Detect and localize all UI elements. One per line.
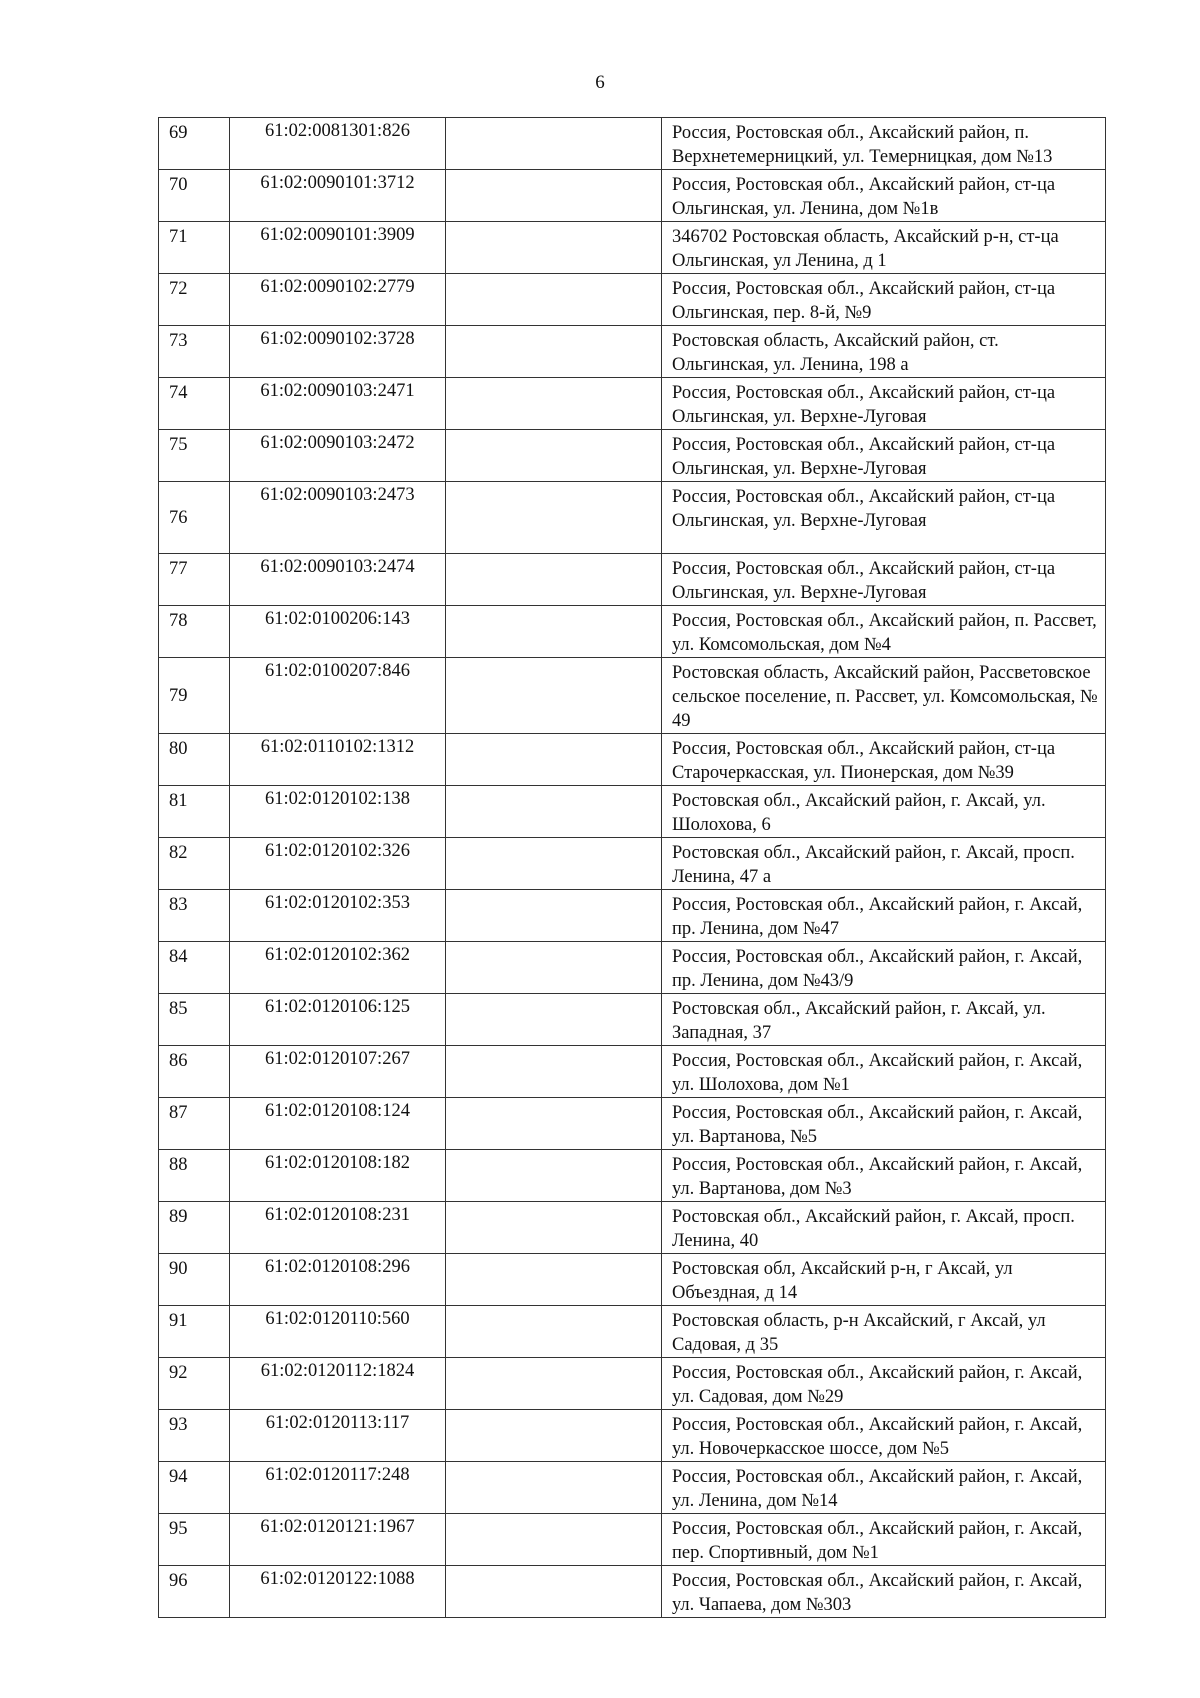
address: Россия, Ростовская обл., Аксайский район, ст-ца Ольгинская, ул. Верхне-Луговая bbox=[672, 487, 1056, 531]
address-cell bbox=[662, 994, 1106, 1046]
address: Россия, Ростовская обл., Аксайский район, п. Рассвет, ул. Комсомольская, дом №4 bbox=[672, 611, 1097, 655]
row-number-cell bbox=[159, 1514, 230, 1566]
row-number: 79 bbox=[169, 685, 188, 706]
address: Россия, Ростовская обл., Аксайский район, г. Аксай, ул. Ленина, дом №14 bbox=[672, 1467, 1083, 1511]
row-number-cell bbox=[159, 838, 230, 890]
empty-cell bbox=[446, 430, 662, 482]
cadastral-number-cell bbox=[230, 838, 446, 890]
cadastral-number-cell bbox=[230, 1514, 446, 1566]
row-number: 86 bbox=[169, 1051, 188, 1071]
row-number: 74 bbox=[169, 383, 188, 403]
table-row bbox=[159, 1098, 1106, 1150]
row-number-cell bbox=[159, 994, 230, 1046]
address-cell bbox=[662, 326, 1106, 378]
row-number: 88 bbox=[169, 1155, 188, 1175]
address-cell bbox=[662, 1046, 1106, 1098]
row-number-cell bbox=[159, 554, 230, 606]
empty-cell bbox=[446, 994, 662, 1046]
table-row bbox=[159, 170, 1106, 222]
table-row bbox=[159, 734, 1106, 786]
row-number-cell bbox=[159, 1358, 230, 1410]
cadastral-number: 61:02:0120112:1824 bbox=[260, 1361, 415, 1381]
table-row bbox=[159, 606, 1106, 658]
row-number-cell bbox=[159, 786, 230, 838]
cadastral-number-cell bbox=[230, 942, 446, 994]
empty-cell bbox=[446, 1462, 662, 1514]
row-number-cell bbox=[159, 1306, 230, 1358]
empty-cell bbox=[446, 1358, 662, 1410]
cadastral-number-cell bbox=[230, 222, 446, 274]
address: Россия, Ростовская обл., Аксайский район, г. Аксай, пр. Ленина, дом №43/9 bbox=[672, 947, 1083, 991]
table-row bbox=[159, 1306, 1106, 1358]
empty-cell bbox=[446, 274, 662, 326]
table-row bbox=[159, 1410, 1106, 1462]
cadastral-number-cell bbox=[230, 1254, 446, 1306]
empty-cell bbox=[446, 1306, 662, 1358]
address-cell bbox=[662, 170, 1106, 222]
table-row bbox=[159, 786, 1106, 838]
address-cell bbox=[662, 838, 1106, 890]
address-cell bbox=[662, 430, 1106, 482]
address-cell bbox=[662, 274, 1106, 326]
table-row bbox=[159, 1358, 1106, 1410]
table-row bbox=[159, 482, 1106, 554]
page-number: 6 bbox=[595, 72, 605, 93]
address-cell bbox=[662, 1410, 1106, 1462]
address: Россия, Ростовская обл., Аксайский район, ст-ца Ольгинская, пер. 8-й, №9 bbox=[672, 279, 1056, 323]
empty-cell bbox=[446, 326, 662, 378]
cadastral-number: 61:02:0090103:2473 bbox=[260, 485, 415, 505]
row-number: 93 bbox=[169, 1415, 188, 1435]
address-cell bbox=[662, 1098, 1106, 1150]
row-number-cell bbox=[159, 378, 230, 430]
cadastral-number: 61:02:0090101:3909 bbox=[260, 225, 415, 245]
cadastral-number-cell bbox=[230, 658, 446, 734]
row-number-cell bbox=[159, 222, 230, 274]
row-number-cell bbox=[159, 1098, 230, 1150]
row-number: 78 bbox=[169, 611, 188, 631]
row-number: 73 bbox=[169, 331, 188, 351]
empty-cell bbox=[446, 942, 662, 994]
table-row bbox=[159, 1462, 1106, 1514]
address: Ростовская область, Аксайский район, Рассветовское сельское поселение, п. Рассвет, ул. Комсомольская, № 49 bbox=[672, 663, 1098, 731]
address-cell bbox=[662, 890, 1106, 942]
row-number: 84 bbox=[169, 947, 188, 967]
row-number-cell bbox=[159, 1202, 230, 1254]
address: Россия, Ростовская обл., Аксайский район, ст-ца Ольгинская, ул. Верхне-Луговая bbox=[672, 435, 1056, 479]
cadastral-number: 61:02:0090103:2471 bbox=[260, 381, 415, 401]
cadastral-number-cell bbox=[230, 606, 446, 658]
table-row bbox=[159, 1202, 1106, 1254]
address: Ростовская область, Аксайский район, ст. Ольгинская, ул. Ленина, 198 а bbox=[672, 331, 999, 375]
address: Ростовская обл., Аксайский район, г. Аксай, просп. Ленина, 47 а bbox=[672, 843, 1075, 887]
address: Россия, Ростовская обл., Аксайский район, ст-ца Старочеркасская, ул. Пионерская, дом №39 bbox=[672, 739, 1056, 783]
address-cell bbox=[662, 378, 1106, 430]
row-number: 85 bbox=[169, 999, 188, 1019]
row-number: 70 bbox=[169, 175, 188, 195]
empty-cell bbox=[446, 1514, 662, 1566]
table-row bbox=[159, 942, 1106, 994]
cadastral-number: 61:02:0100207:846 bbox=[265, 661, 410, 681]
cadastral-number-cell bbox=[230, 1046, 446, 1098]
cadastral-number: 61:02:0120102:353 bbox=[265, 893, 410, 913]
address-cell bbox=[662, 1306, 1106, 1358]
row-number-cell bbox=[159, 1150, 230, 1202]
empty-cell bbox=[446, 734, 662, 786]
address-cell bbox=[662, 734, 1106, 786]
empty-cell bbox=[446, 890, 662, 942]
address: Россия, Ростовская обл., Аксайский район, г. Аксай, пр. Ленина, дом №47 bbox=[672, 895, 1083, 939]
address-cell bbox=[662, 1150, 1106, 1202]
row-number: 82 bbox=[169, 843, 188, 863]
address: Ростовская обл., Аксайский район, г. Аксай, ул. Западная, 37 bbox=[672, 999, 1046, 1043]
cadastral-number: 61:02:0120110:560 bbox=[265, 1309, 410, 1329]
empty-cell bbox=[446, 1254, 662, 1306]
row-number-cell bbox=[159, 1410, 230, 1462]
address: Россия, Ростовская обл., Аксайский район, г. Аксай, ул. Вартанова, №5 bbox=[672, 1103, 1083, 1147]
row-number: 83 bbox=[169, 895, 188, 915]
address: Россия, Ростовская обл., Аксайский район, п. Верхнетемерницкий, ул. Темерницкая, дом №13 bbox=[672, 123, 1053, 167]
cadastral-number-cell bbox=[230, 430, 446, 482]
cadastral-number: 61:02:0120107:267 bbox=[265, 1049, 410, 1069]
empty-cell bbox=[446, 170, 662, 222]
cadastral-number-cell bbox=[230, 1566, 446, 1618]
cadastral-number: 61:02:0110102:1312 bbox=[260, 737, 415, 757]
row-number-cell bbox=[159, 430, 230, 482]
row-number: 71 bbox=[169, 227, 188, 247]
address-cell bbox=[662, 786, 1106, 838]
empty-cell bbox=[446, 658, 662, 734]
address-cell bbox=[662, 1358, 1106, 1410]
address-cell bbox=[662, 1202, 1106, 1254]
table-row bbox=[159, 326, 1106, 378]
empty-cell bbox=[446, 1566, 662, 1618]
table-row bbox=[159, 1150, 1106, 1202]
empty-cell bbox=[446, 786, 662, 838]
address: Ростовская обл., Аксайский район, г. Аксай, ул. Шолохова, 6 bbox=[672, 791, 1046, 835]
address: Россия, Ростовская обл., Аксайский район, ст-ца Ольгинская, ул. Верхне-Луговая bbox=[672, 559, 1056, 603]
cadastral-number: 61:02:0120106:125 bbox=[265, 997, 410, 1017]
row-number-cell bbox=[159, 606, 230, 658]
row-number: 94 bbox=[169, 1467, 188, 1487]
cadastral-number-cell bbox=[230, 1150, 446, 1202]
row-number-cell bbox=[159, 274, 230, 326]
empty-cell bbox=[446, 1150, 662, 1202]
cadastral-number-cell bbox=[230, 554, 446, 606]
row-number-cell bbox=[159, 1566, 230, 1618]
cadastral-number-cell bbox=[230, 378, 446, 430]
empty-cell bbox=[446, 838, 662, 890]
row-number: 75 bbox=[169, 435, 188, 455]
table-row bbox=[159, 1566, 1106, 1618]
cadastral-number: 61:02:0120113:117 bbox=[265, 1413, 410, 1433]
row-number: 90 bbox=[169, 1259, 188, 1279]
table-row bbox=[159, 430, 1106, 482]
empty-cell bbox=[446, 606, 662, 658]
address: 346702 Ростовская область, Аксайский р-н, ст-ца Ольгинская, ул Ленина, д 1 bbox=[672, 227, 1059, 271]
cadastral-number: 61:02:0120121:1967 bbox=[260, 1517, 415, 1537]
cadastral-number: 61:02:0120108:296 bbox=[265, 1257, 410, 1277]
row-number: 87 bbox=[169, 1103, 188, 1123]
address: Россия, Ростовская обл., Аксайский район, г. Аксай, пер. Спортивный, дом №1 bbox=[672, 1519, 1083, 1563]
table-row bbox=[159, 222, 1106, 274]
empty-cell bbox=[446, 222, 662, 274]
empty-cell bbox=[446, 482, 662, 554]
empty-cell bbox=[446, 1098, 662, 1150]
cadastral-number: 61:02:0120108:182 bbox=[265, 1153, 410, 1173]
address: Россия, Ростовская обл., Аксайский район, г. Аксай, ул. Садовая, дом №29 bbox=[672, 1363, 1083, 1407]
row-number-cell bbox=[159, 734, 230, 786]
empty-cell bbox=[446, 1046, 662, 1098]
table-row bbox=[159, 994, 1106, 1046]
row-number: 89 bbox=[169, 1207, 188, 1227]
cadastral-number-cell bbox=[230, 274, 446, 326]
address: Ростовская область, р-н Аксайский, г Аксай, ул Садовая, д 35 bbox=[672, 1311, 1046, 1355]
cadastral-number: 61:02:0120102:362 bbox=[265, 945, 410, 965]
address: Россия, Ростовская обл., Аксайский район, г. Аксай, ул. Шолохова, дом №1 bbox=[672, 1051, 1083, 1095]
cadastral-number: 61:02:0100206:143 bbox=[265, 609, 410, 629]
row-number-cell bbox=[159, 326, 230, 378]
cadastral-number-cell bbox=[230, 734, 446, 786]
cadastral-number-cell bbox=[230, 118, 446, 170]
table-row bbox=[159, 658, 1106, 734]
cadastral-number: 61:02:0090103:2474 bbox=[260, 557, 415, 577]
address-cell bbox=[662, 554, 1106, 606]
property-table bbox=[158, 117, 1106, 1618]
address-cell bbox=[662, 1566, 1106, 1618]
cadastral-number: 61:02:0081301:826 bbox=[265, 121, 410, 141]
table-row bbox=[159, 554, 1106, 606]
address-cell bbox=[662, 942, 1106, 994]
address: Россия, Ростовская обл., Аксайский район, г. Аксай, ул. Чапаева, дом №303 bbox=[672, 1571, 1083, 1615]
cadastral-number: 61:02:0090102:2779 bbox=[260, 277, 415, 297]
row-number-cell bbox=[159, 1046, 230, 1098]
row-number-cell bbox=[159, 658, 230, 734]
cadastral-number: 61:02:0120102:138 bbox=[265, 789, 410, 809]
table-row bbox=[159, 274, 1106, 326]
address: Ростовская обл, Аксайский р-н, г Аксай, ул Объездная, д 14 bbox=[672, 1259, 1013, 1303]
table-row bbox=[159, 1046, 1106, 1098]
cadastral-number-cell bbox=[230, 170, 446, 222]
row-number: 69 bbox=[169, 123, 188, 143]
row-number: 72 bbox=[169, 279, 188, 299]
empty-cell bbox=[446, 1410, 662, 1462]
cadastral-number-cell bbox=[230, 890, 446, 942]
table-row bbox=[159, 118, 1106, 170]
cadastral-number: 61:02:0120108:124 bbox=[265, 1101, 410, 1121]
empty-cell bbox=[446, 378, 662, 430]
cadastral-number-cell bbox=[230, 994, 446, 1046]
row-number: 95 bbox=[169, 1519, 188, 1539]
cadastral-number: 61:02:0090101:3712 bbox=[260, 173, 415, 193]
cadastral-number-cell bbox=[230, 1306, 446, 1358]
table-row bbox=[159, 890, 1106, 942]
row-number: 77 bbox=[169, 559, 188, 579]
address-cell bbox=[662, 658, 1106, 734]
table-row bbox=[159, 378, 1106, 430]
address-cell bbox=[662, 118, 1106, 170]
cadastral-number-cell bbox=[230, 1202, 446, 1254]
row-number-cell bbox=[159, 482, 230, 554]
cadastral-number-cell bbox=[230, 786, 446, 838]
address: Россия, Ростовская обл., Аксайский район, ст-ца Ольгинская, ул. Ленина, дом №1в bbox=[672, 175, 1056, 219]
row-number-cell bbox=[159, 118, 230, 170]
cadastral-number-cell bbox=[230, 482, 446, 554]
cadastral-number-cell bbox=[230, 1410, 446, 1462]
row-number: 81 bbox=[169, 791, 188, 811]
row-number: 91 bbox=[169, 1311, 188, 1331]
cadastral-number: 61:02:0120108:231 bbox=[265, 1205, 410, 1225]
cadastral-number: 61:02:0120117:248 bbox=[265, 1465, 410, 1485]
empty-cell bbox=[446, 118, 662, 170]
address: Россия, Ростовская обл., Аксайский район, г. Аксай, ул. Вартанова, дом №3 bbox=[672, 1155, 1083, 1199]
table-body bbox=[159, 118, 1106, 1618]
cadastral-number: 61:02:0120102:326 bbox=[265, 841, 410, 861]
cadastral-number-cell bbox=[230, 1098, 446, 1150]
cadastral-number-cell bbox=[230, 326, 446, 378]
cadastral-number: 61:02:0090103:2472 bbox=[260, 433, 415, 453]
address-cell bbox=[662, 1514, 1106, 1566]
empty-cell bbox=[446, 554, 662, 606]
table-row bbox=[159, 1254, 1106, 1306]
address-cell bbox=[662, 222, 1106, 274]
address-cell bbox=[662, 606, 1106, 658]
row-number-cell bbox=[159, 942, 230, 994]
row-number-cell bbox=[159, 1462, 230, 1514]
address: Россия, Ростовская обл., Аксайский район, ст-ца Ольгинская, ул. Верхне-Луговая bbox=[672, 383, 1056, 427]
table-row bbox=[159, 1514, 1106, 1566]
address: Россия, Ростовская обл., Аксайский район, г. Аксай, ул. Новочеркасское шоссе, дом №5 bbox=[672, 1415, 1083, 1459]
address: Ростовская обл., Аксайский район, г. Аксай, просп. Ленина, 40 bbox=[672, 1207, 1075, 1251]
address-cell bbox=[662, 1254, 1106, 1306]
row-number: 76 bbox=[169, 507, 188, 528]
cadastral-number: 61:02:0090102:3728 bbox=[260, 329, 415, 349]
row-number-cell bbox=[159, 170, 230, 222]
row-number: 80 bbox=[169, 739, 188, 759]
empty-cell bbox=[446, 1202, 662, 1254]
row-number-cell bbox=[159, 890, 230, 942]
address-cell bbox=[662, 482, 1106, 554]
row-number-cell bbox=[159, 1254, 230, 1306]
cadastral-number: 61:02:0120122:1088 bbox=[260, 1569, 415, 1589]
cadastral-number-cell bbox=[230, 1358, 446, 1410]
table-row bbox=[159, 838, 1106, 890]
row-number: 96 bbox=[169, 1571, 188, 1591]
cadastral-number-cell bbox=[230, 1462, 446, 1514]
address-cell bbox=[662, 1462, 1106, 1514]
row-number: 92 bbox=[169, 1363, 188, 1383]
